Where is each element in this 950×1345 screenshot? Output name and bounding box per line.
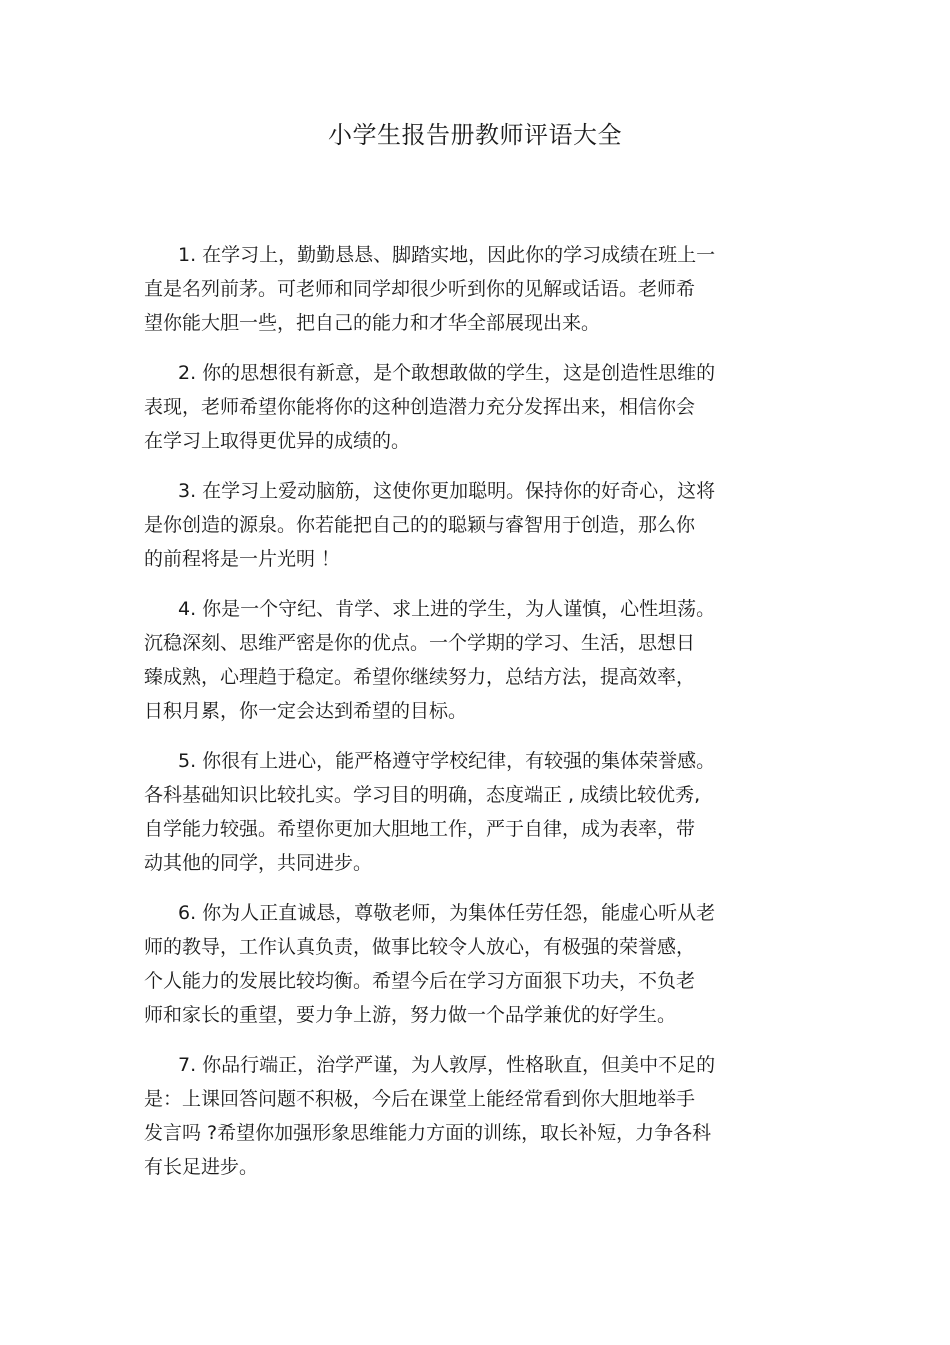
comment-paragraph [144, 474, 784, 576]
paragraph-line: 7. 你品行端正，治学严谨，为人敦厚，性格耿直，但美中不足的 [178, 1054, 716, 1076]
paragraph-line: 动其他的同学，共同进步。 [144, 852, 373, 874]
paragraph-line: 是：上课回答问题不积极，今后在课堂上能经常看到你大胆地举手 [144, 1088, 696, 1110]
paragraph-line: 自学能力较强。希望你更加大胆地工作，严于自律，成为表率，带 [144, 818, 696, 840]
paragraph-line: 臻成熟，心理趋于稳定。希望你继续努力，总结方法，提高效率， [144, 666, 696, 688]
document-title: 小学生报告册教师评语大全 [328, 121, 622, 149]
paragraph-line: 师的教导，工作认真负责，做事比较令人放心，有极强的荣誉感， [144, 936, 696, 958]
paragraph-line: 6. 你为人正直诚恳，尊敬老师，为集体任劳任怨，能虚心听从老 [178, 902, 716, 924]
paragraph-line: 是你创造的源泉。你若能把自己的的聪颖与睿智用于创造，那么你 [144, 514, 696, 536]
paragraph-line: 有长足进步。 [144, 1156, 259, 1178]
paragraph-line: 日积月累，你一定会达到希望的目标。 [144, 700, 468, 722]
comment-paragraph [144, 744, 784, 880]
paragraph-line: 1. 在学习上，勤勤恳恳、脚踏实地，因此你的学习成绩在班上一 [178, 244, 716, 266]
paragraph-line: 各科基础知识比较扎实。学习目的明确，态度端正 , 成绩比较优秀, [144, 784, 701, 806]
comment-paragraph [144, 1048, 784, 1184]
paragraph-line: 3. 在学习上爱动脑筋，这使你更加聪明。保持你的好奇心，这将 [178, 480, 716, 502]
paragraph-line: 的前程将是一片光明 ！ [144, 548, 341, 570]
paragraph-line: 5. 你很有上进心，能严格遵守学校纪律，有较强的集体荣誉感。 [178, 750, 716, 772]
comment-paragraph [144, 592, 784, 728]
comment-paragraph [144, 238, 784, 340]
paragraph-line: 发言吗 ?希望你加强形象思维能力方面的训练，取长补短，力争各科 [144, 1122, 712, 1144]
document-body [144, 238, 784, 1200]
paragraph-line: 直是名列前茅。可老师和同学却很少听到你的见解或话语。老师希 [144, 278, 696, 300]
paragraph-line: 个人能力的发展比较均衡。希望今后在学习方面狠下功夫，不负老 [144, 970, 696, 992]
paragraph-line: 沉稳深刻、思维严密是你的优点。一个学期的学习、生活，思想日 [144, 632, 696, 654]
paragraph-line: 望你能大胆一些，把自己的能力和才华全部展现出来。 [144, 312, 601, 334]
comment-paragraph [144, 356, 784, 458]
comment-paragraph [144, 896, 784, 1032]
paragraph-line: 2. 你的思想很有新意，是个敢想敢做的学生，这是创造性思维的 [178, 362, 716, 384]
paragraph-line: 师和家长的重望，要力争上游，努力做一个品学兼优的好学生。 [144, 1004, 677, 1026]
paragraph-line: 在学习上取得更优异的成绩的。 [144, 430, 411, 452]
paragraph-line: 表现，老师希望你能将你的这种创造潜力充分发挥出来，相信你会 [144, 396, 696, 418]
paragraph-line: 4. 你是一个守纪、肯学、求上进的学生，为人谨慎，心性坦荡。 [178, 598, 716, 620]
